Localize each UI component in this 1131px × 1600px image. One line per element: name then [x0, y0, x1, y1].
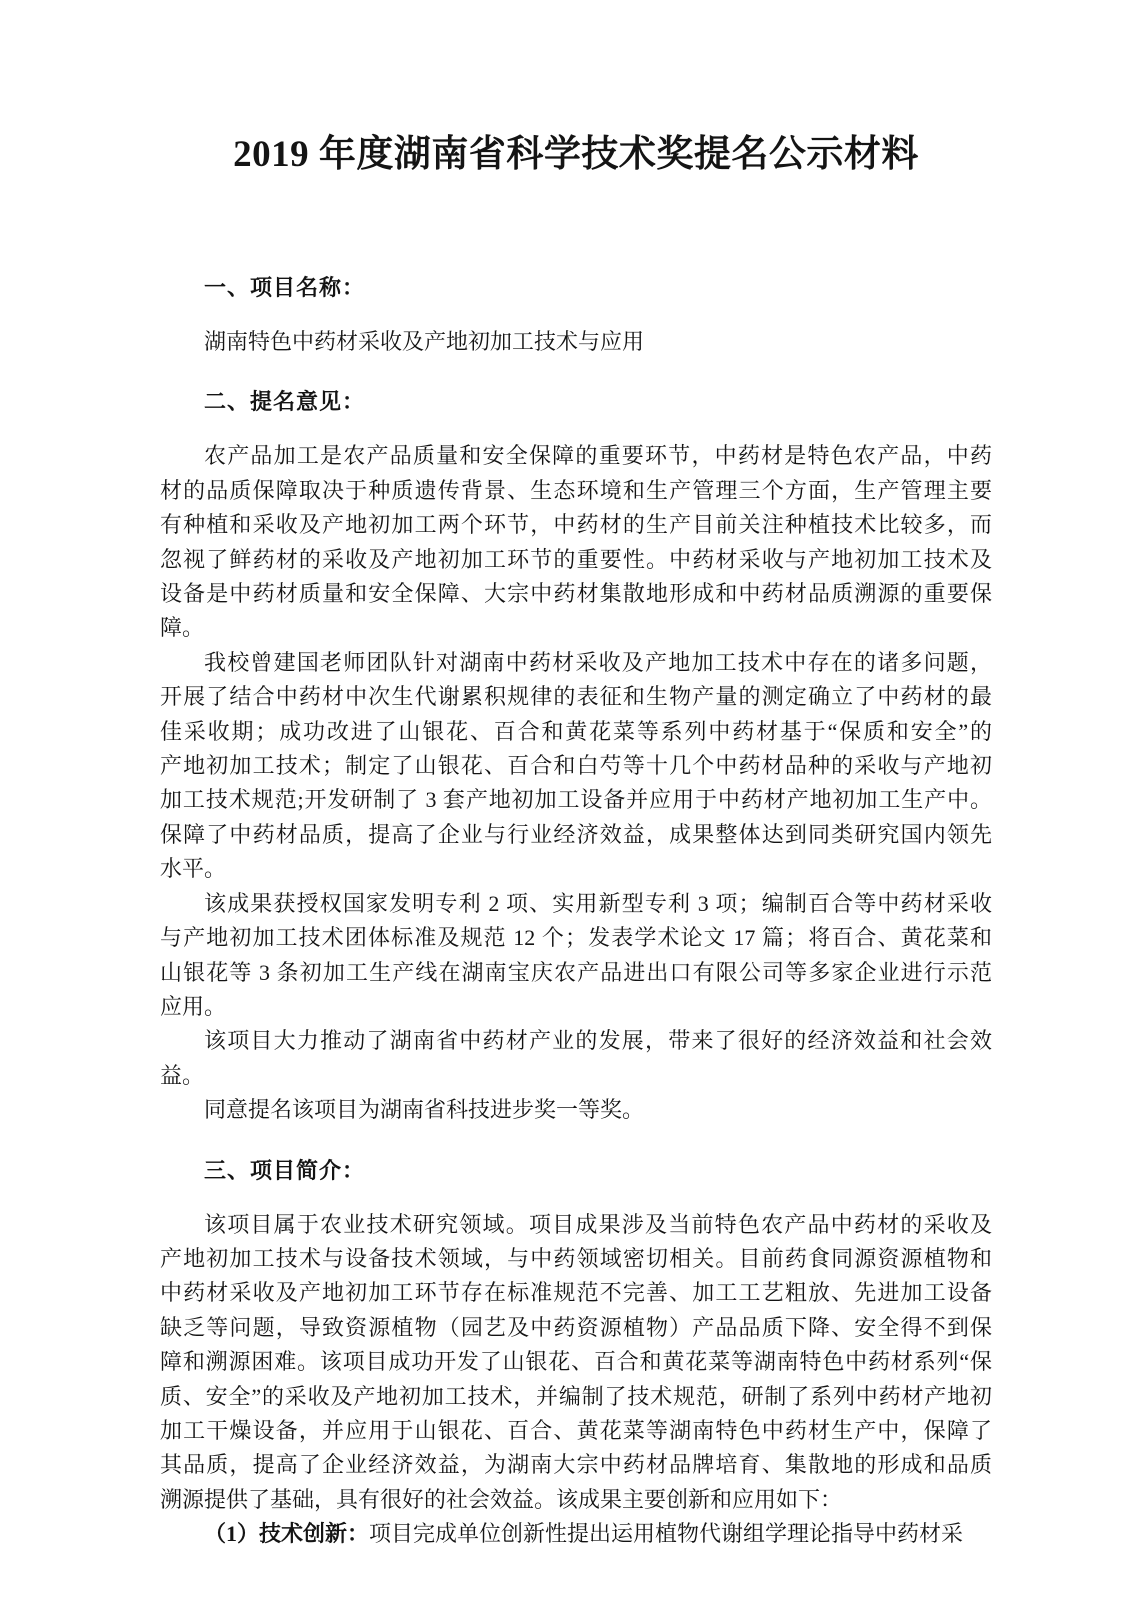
text-line: 益。: [160, 1062, 205, 1088]
text-line: 其品质，提高了企业经济效益，为湖南大宗中药材品牌培育、集散地的形成和品质: [160, 1452, 992, 1478]
section-body: [160, 439, 992, 1127]
text-line: 湖南特色中药材采收及产地初加工技术与应用: [204, 329, 645, 354]
section-project-intro: [160, 1154, 992, 1552]
section-project-name: [160, 271, 992, 359]
section-nomination-opinion: [160, 385, 992, 1127]
text-line: 溯源提供了基础，具有很好的社会效益。该成果主要创新和应用如下：: [160, 1486, 843, 1512]
text-line: 产地初加工技术与设备技术领域，与中药领域密切相关。目前药食同源资源植物和: [160, 1245, 992, 1271]
text-line: 质、安全”的采收及产地初加工技术，并编制了技术规范，研制了系列中药材产地初: [160, 1383, 992, 1409]
text-line: 水平。: [160, 856, 227, 882]
section-body: [160, 1208, 992, 1552]
text-line: 佳采收期；成功改进了山银花、百合和黄花菜等系列中药材基于“保质和安全”的: [160, 718, 992, 744]
text-line: 该成果获授权国家发明专利 2 项、实用新型专利 3 项；编制百合等中药材采收: [204, 890, 992, 916]
text-line: 设备是中药材质量和安全保障、大宗中药材集散地形成和中药材品质溯源的重要保: [160, 581, 992, 607]
text-line: 产地初加工技术；制定了山银花、百合和白芍等十几个中药材品种的采收与产地初: [160, 753, 992, 779]
text-line: 缺乏等问题，导致资源植物（园艺及中药资源植物）产品品质下降、安全得不到保: [160, 1314, 992, 1340]
text-line: 农产品加工是农产品质量和安全保障的重要环节，中药材是特色农产品，中药: [204, 443, 992, 469]
text-line: 中药材采收及产地初加工环节存在标准规范不完善、加工工艺粗放、先进加工设备: [160, 1280, 992, 1306]
text-line: （1）技术创新：项目完成单位创新性提出运用植物代谢组学理论指导中药材采: [204, 1521, 964, 1547]
text-line: 材的品质保障取决于种质遗传背景、生态环境和生产管理三个方面，生产管理主要: [160, 477, 992, 503]
text-line: 该项目大力推动了湖南省中药材产业的发展，带来了很好的经济效益和社会效: [204, 1028, 992, 1054]
text-line: 我校曾建国老师团队针对湖南中药材采收及产地加工技术中存在的诸多问题，: [204, 649, 992, 675]
text-line: 与产地初加工技术团体标准及规范 12 个；发表学术论文 17 篇；将百合、黄花菜和: [160, 925, 992, 951]
text-line: 该项目属于农业技术研究领域。项目成果涉及当前特色农产品中药材的采收及: [204, 1211, 992, 1237]
section-heading: 二、提名意见：: [204, 389, 366, 415]
text-line: 忽视了鲜药材的采收及产地初加工环节的重要性。中药材采收与产地初加工技术及: [160, 546, 992, 572]
text-line: 山银花等 3 条初加工生产线在湖南宝庆农产品进出口有限公司等多家企业进行示范: [160, 959, 992, 985]
bold-lead: （1）技术创新：: [204, 1521, 370, 1547]
text-line: 加工技术规范;开发研制了 3 套产地初加工设备并应用于中药材产地初加工生产中。: [160, 787, 992, 813]
section-heading: 三、项目简介：: [204, 1157, 366, 1183]
text-line: 同意提名该项目为湖南省科技进步奖一等奖。: [204, 1097, 645, 1123]
document-title: 2019 年度湖南省科学技术奖提名公示材料: [233, 134, 919, 175]
section-heading: 一、项目名称：: [204, 275, 366, 300]
section-body: [160, 325, 992, 359]
text-line: 障。: [160, 615, 205, 641]
text-line: 加工干燥设备，并应用于山银花、百合、黄花菜等湖南特色中药材生产中，保障了: [160, 1417, 992, 1443]
text-line: 障和溯源困难。该项目成功开发了山银花、百合和黄花菜等湖南特色中药材系列“保: [160, 1349, 992, 1375]
text-line: 保障了中药材品质，提高了企业与行业经济效益，成果整体达到同类研究国内领先: [160, 821, 992, 847]
text-line: 开展了结合中药材中次生代谢累积规律的表征和生物产量的测定确立了中药材的最: [160, 684, 992, 710]
text-line: 应用。: [160, 993, 227, 1019]
text-line: 有种植和采收及产地初加工两个环节，中药材的生产目前关注种植技术比较多，而: [160, 512, 992, 538]
